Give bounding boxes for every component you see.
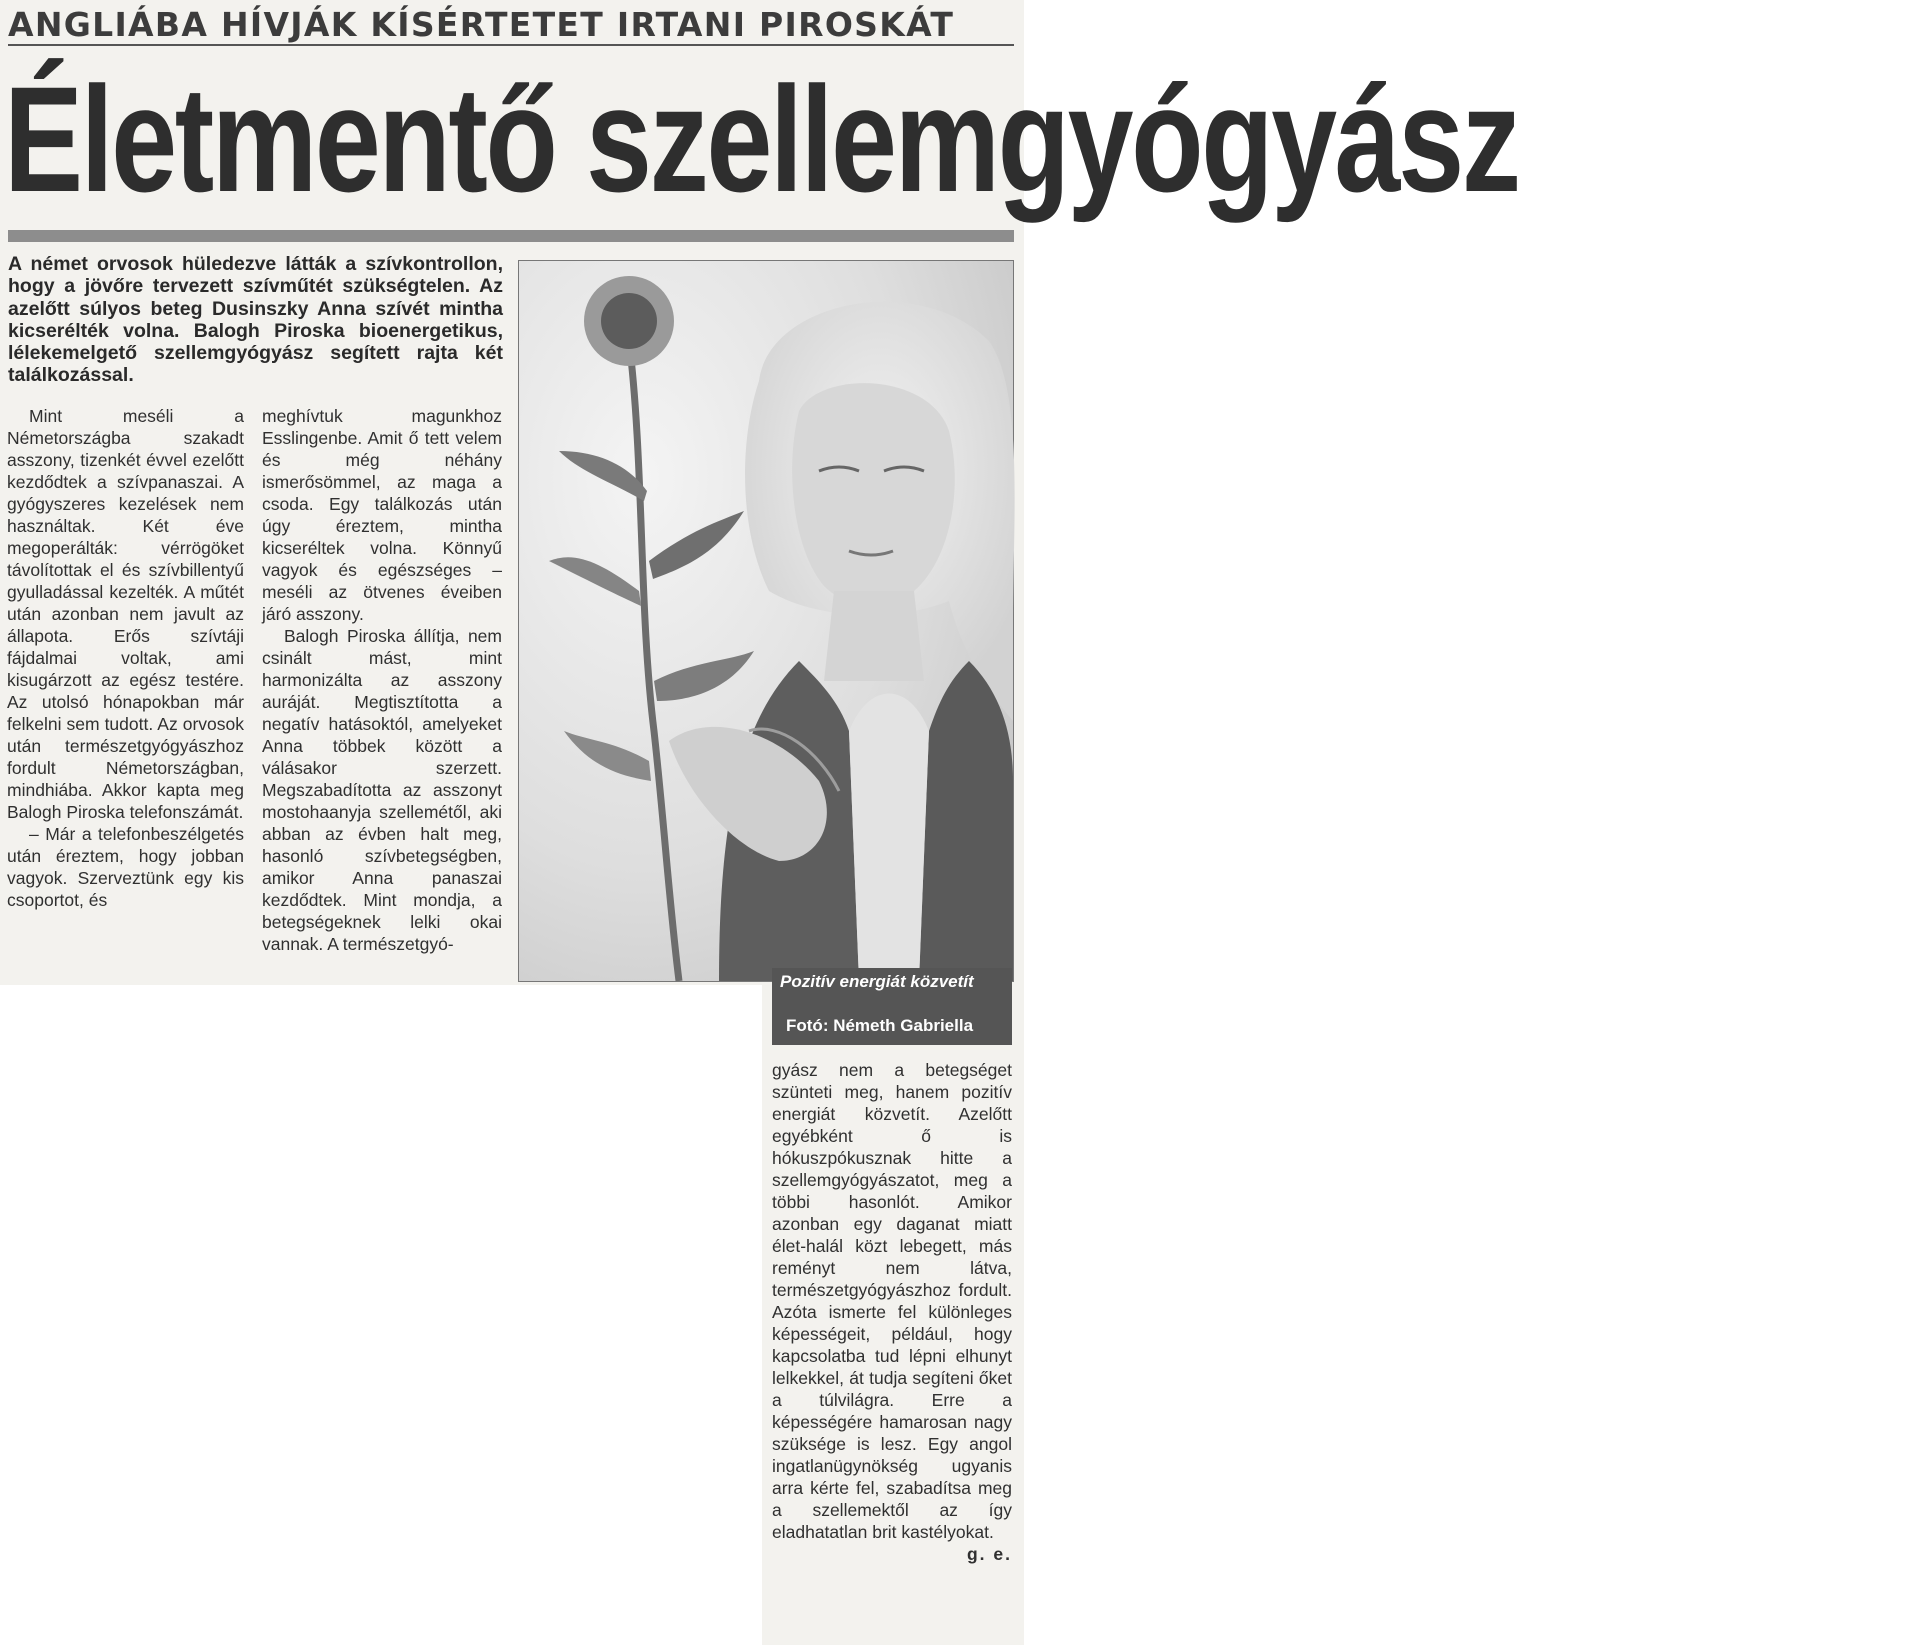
column-1-paragraph-1: Mint meséli a Németországba szakadt asszony, tizenkét évvel ezelőtt kezdődtek a szívpanaszai. A gyógyszeres kezelések nem használtak. Két éve megoperálták: vérrögöket távolítottak el és szívbillentyű gyulladással kezelték. A műtét után azonban nem javult az állapota. Erős szívtáji fájdalmai voltak, ami kisugárzott az egész testére. Az utolsó hónapokban már felkelni sem tudott. Az orvosok után természetgyógyászhoz fordult Németországban, mindhiába. Akkor kapta meg Balogh Piroska telefonszámát. (7, 406, 244, 822)
headline-rule (8, 230, 1014, 242)
article-column-2 (262, 405, 502, 983)
column-2-paragraph-1: meghívtuk magunkhoz Esslingenbe. Amit ő tett velem és még néhány ismerősömmel, az maga a csoda. Egy találkozás után úgy éreztem, mintha kicseréltek volna. Könnyű vagyok és egészséges – meséli az ötvenes éveiben járó asszony. (262, 406, 502, 624)
article-column-1 (7, 405, 244, 983)
main-headline-text: Életmentő szellemgyógyász (4, 55, 1519, 223)
photo-caption-box (772, 968, 1012, 1045)
photo-caption: Pozitív energiát közvetít (780, 972, 974, 991)
portrait-illustration (519, 261, 1013, 981)
column-2-paragraph-2: Balogh Piroska állítja, nem csinált mást, mint harmonizálta az asszony auráját. Megtisztította a negatív hatásoktól, amelyeket Anna többek között a válásakor szerzett. Megszabadította az asszonyt mostohaanyja szellemétől, aki abban az évben halt meg, hasonló szívbetegségben, amikor Anna panaszai kezdődtek. Mint mondja, a betegségeknek lelki okai vannak. A természetgyó- (262, 626, 502, 954)
photo-credit: Fotó: Németh Gabriella (786, 1016, 974, 1035)
kicker-headline: ANGLIÁBA HÍVJÁK KÍSÉRTETET IRTANI PIROSKÁT (8, 5, 955, 44)
article-column-3 (772, 1059, 1012, 1645)
main-headline (4, 48, 1519, 230)
column-3-text: gyász nem a betegséget szünteti meg, hanem pozitív energiát közvetít. Azelőtt egyébként ő is hókuszpókusznak hitte a szellemgyógyászatot, meg a többi hasonlót. Amikor azonban egy daganat miatt élet-halál közt lebegett, más reményt nem látva, természetgyógyászhoz fordult. Azóta ismerte fel különleges képességeit, például, hogy kapcsolatba tud lépni elhunyt lelkekkel, át tudja segíteni őket a túlvilágra. Erre a képességére hamarosan nagy szüksége is lesz. Egy angol ingatlanügynökség ugyanis arra kérte fel, szabadítsa meg a szellemektől az így eladhatatlan brit kastélyokat. (772, 1060, 1012, 1542)
column-1-paragraph-2: – Már a telefonbeszélgetés után éreztem, hogy jobban vagyok. Szerveztünk egy kis csoportot, és (7, 824, 244, 910)
kicker-rule (8, 44, 1014, 46)
portrait-photo (518, 260, 1014, 982)
author-signature: g. e. (966, 1544, 1012, 1564)
column-3-paragraph-1 (772, 1059, 1012, 1564)
lead-paragraph: A német orvosok hüledezve látták a szívkontrollon, hogy a jövőre tervezett szívműtét szükségtelen. Az azelőtt súlyos beteg Dusinszky Anna szívét mintha kicserélték volna. Balogh Piroska bioenergetikus, lélekemelgető szellemgyógyász segített rajta két találkozással. (8, 253, 503, 387)
